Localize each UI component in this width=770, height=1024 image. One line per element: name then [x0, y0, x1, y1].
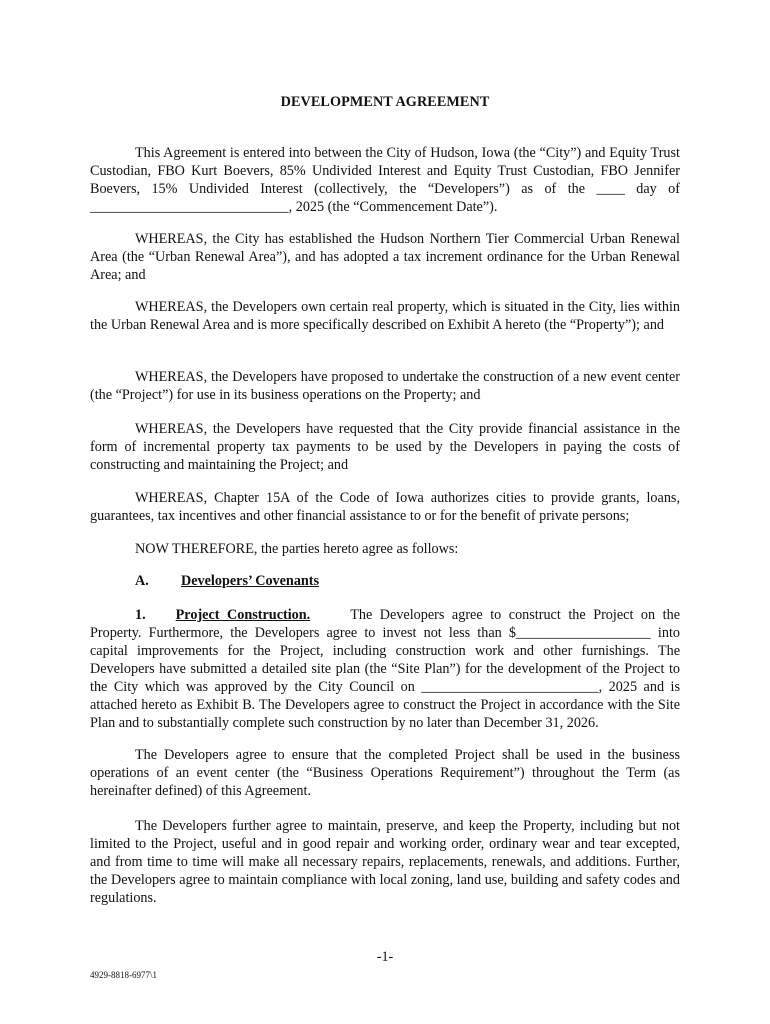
document-id: 4929-8818-6977\1	[90, 970, 157, 980]
item-1-number: 1.	[135, 607, 146, 623]
whereas-paragraph-4: WHEREAS, the Developers have requested that the City provide financial assistance in the form of incremental property tax payments to be used by the Developers in paying the costs of constructing and maintaining the Project; and	[90, 421, 680, 473]
whereas-paragraph-1: WHEREAS, the City has established the Hudson Northern Tier Commercial Urban Renewal Area (the “Urban Renewal Area”), and has adopted a tax increment ordinance for the Urban Renewal Area; and	[90, 231, 680, 283]
whereas-paragraph-2: WHEREAS, the Developers own certain real property, which is situated in the City, lies within the Urban Renewal Area and is more specifically described on Exhibit A hereto (the “Property”); and	[90, 299, 680, 333]
section-a-title: Developers’ Covenants	[181, 573, 320, 589]
maintenance-paragraph: The Developers further agree to maintain, preserve, and keep the Property, including but not limited to the Project, useful and in good repair and working order, ordinary wear and tear excepted, and from time to time will make all necessary repairs, replacements, renewals, and additions. Further, the Developers agree to maintain compliance with local zoning, land use, building and safety codes and regulations.	[90, 818, 680, 906]
intro-paragraph: This Agreement is entered into between the City of Hudson, Iowa (the “City”) and Equity Trust Custodian, FBO Kurt Boevers, 85% Undivided Interest and Equity Trust Custodian, FBO Jennifer Boevers, 15% Undivided Interest (collectively, the “Developers”) as of the ____ day of ____________________________, 2025 (the “Commencement Date”).	[90, 145, 680, 215]
business-operations-paragraph: The Developers agree to ensure that the completed Project shall be used in the business operations of an event center (the “Business Operations Requirement”) throughout the Term (as hereinafter defined) of this Agreement.	[90, 747, 680, 799]
section-a-number: A.	[135, 573, 149, 589]
item-1-title: Project Construction.	[175, 607, 311, 623]
whereas-paragraph-3: WHEREAS, the Developers have proposed to undertake the construction of a new event center (the “Project”) for use in its business operations on the Property; and	[90, 369, 680, 403]
project-construction-paragraph	[90, 606, 680, 732]
document-title: DEVELOPMENT AGREEMENT	[280, 94, 490, 110]
page-number: -1-	[376, 949, 394, 965]
item-1-text: The Developers agree to construct the Project on the Property. Furthermore, the Developers agree to invest not less than $___________________ into capital improvements for the Project, including construction work and other furnishings. The Developers have submitted a detailed site plan (the “Site Plan”) for the development of the Project to the City which was approved by the City Council on _________________________, 2025 and is attached hereto as Exhibit B. The Developers agree to construct the Project in accordance with the Site Plan and to substantially complete such construction by no later than December 31, 2026.	[90, 607, 680, 731]
now-therefore-paragraph: NOW THEREFORE, the parties hereto agree as follows:	[135, 541, 459, 557]
whereas-paragraph-5: WHEREAS, Chapter 15A of the Code of Iowa authorizes cities to provide grants, loans, guarantees, tax incentives and other financial assistance to or for the benefit of private persons;	[90, 490, 680, 524]
section-a-heading	[135, 572, 319, 590]
